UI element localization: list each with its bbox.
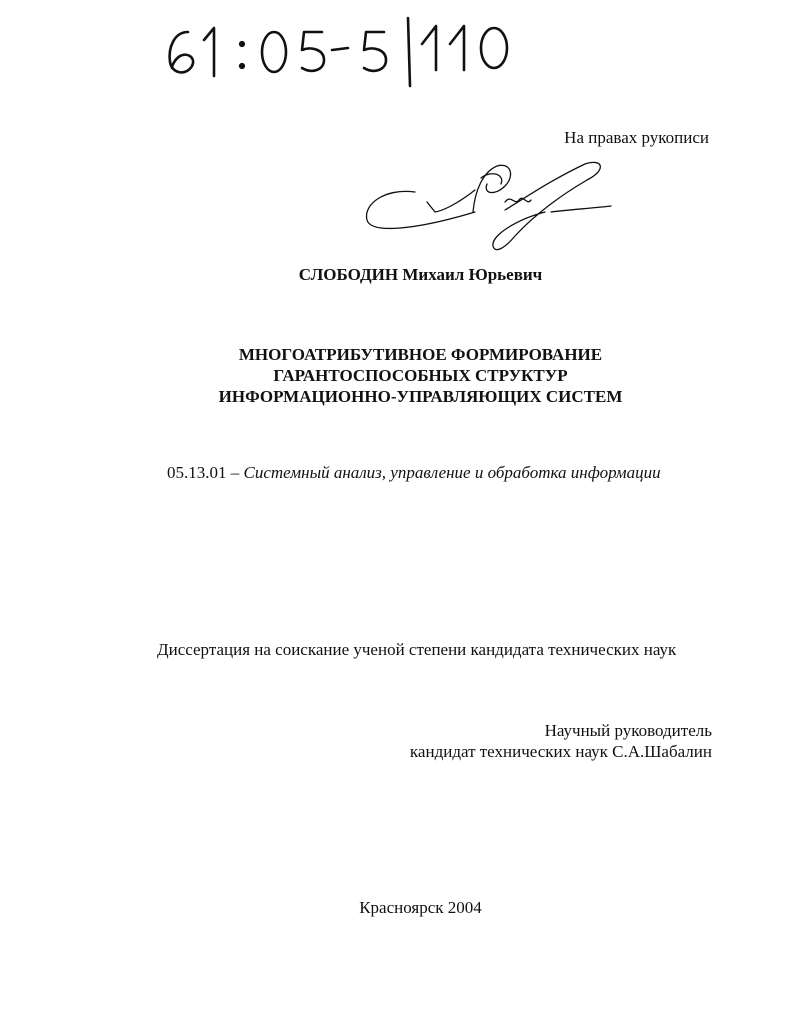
specialty [167, 463, 661, 483]
dissertation-title [0, 344, 793, 407]
rights-note: На правах рукописи [564, 128, 709, 147]
supervisor-role: Научный руководитель [544, 721, 712, 740]
title-line: МНОГОАТРИБУТИВНОЕ ФОРМИРОВАНИЕ [238, 345, 603, 364]
author-name: СЛОБОДИН Михаил Юрьевич [298, 265, 543, 284]
specialty-code: 05.13.01 – [167, 463, 240, 482]
title-line: ГАРАНТОСПОСОБНЫХ СТРУКТУР [273, 366, 568, 385]
signature [355, 150, 625, 260]
specialty-name: Системный анализ, управление и обработка информации [243, 463, 661, 482]
supervisor-name: кандидат технических наук С.А.Шабалин [409, 742, 712, 761]
title-line: ИНФОРМАЦИОННО-УПРАВЛЯЮЩИХ СИСТЕМ [218, 387, 623, 406]
city-year: Красноярск 2004 [359, 898, 482, 917]
supervisor-block [410, 720, 712, 762]
handwritten-archive-code [160, 10, 530, 90]
degree-statement: Диссертация на соискание ученой степени кандидата технических наук [157, 640, 677, 659]
